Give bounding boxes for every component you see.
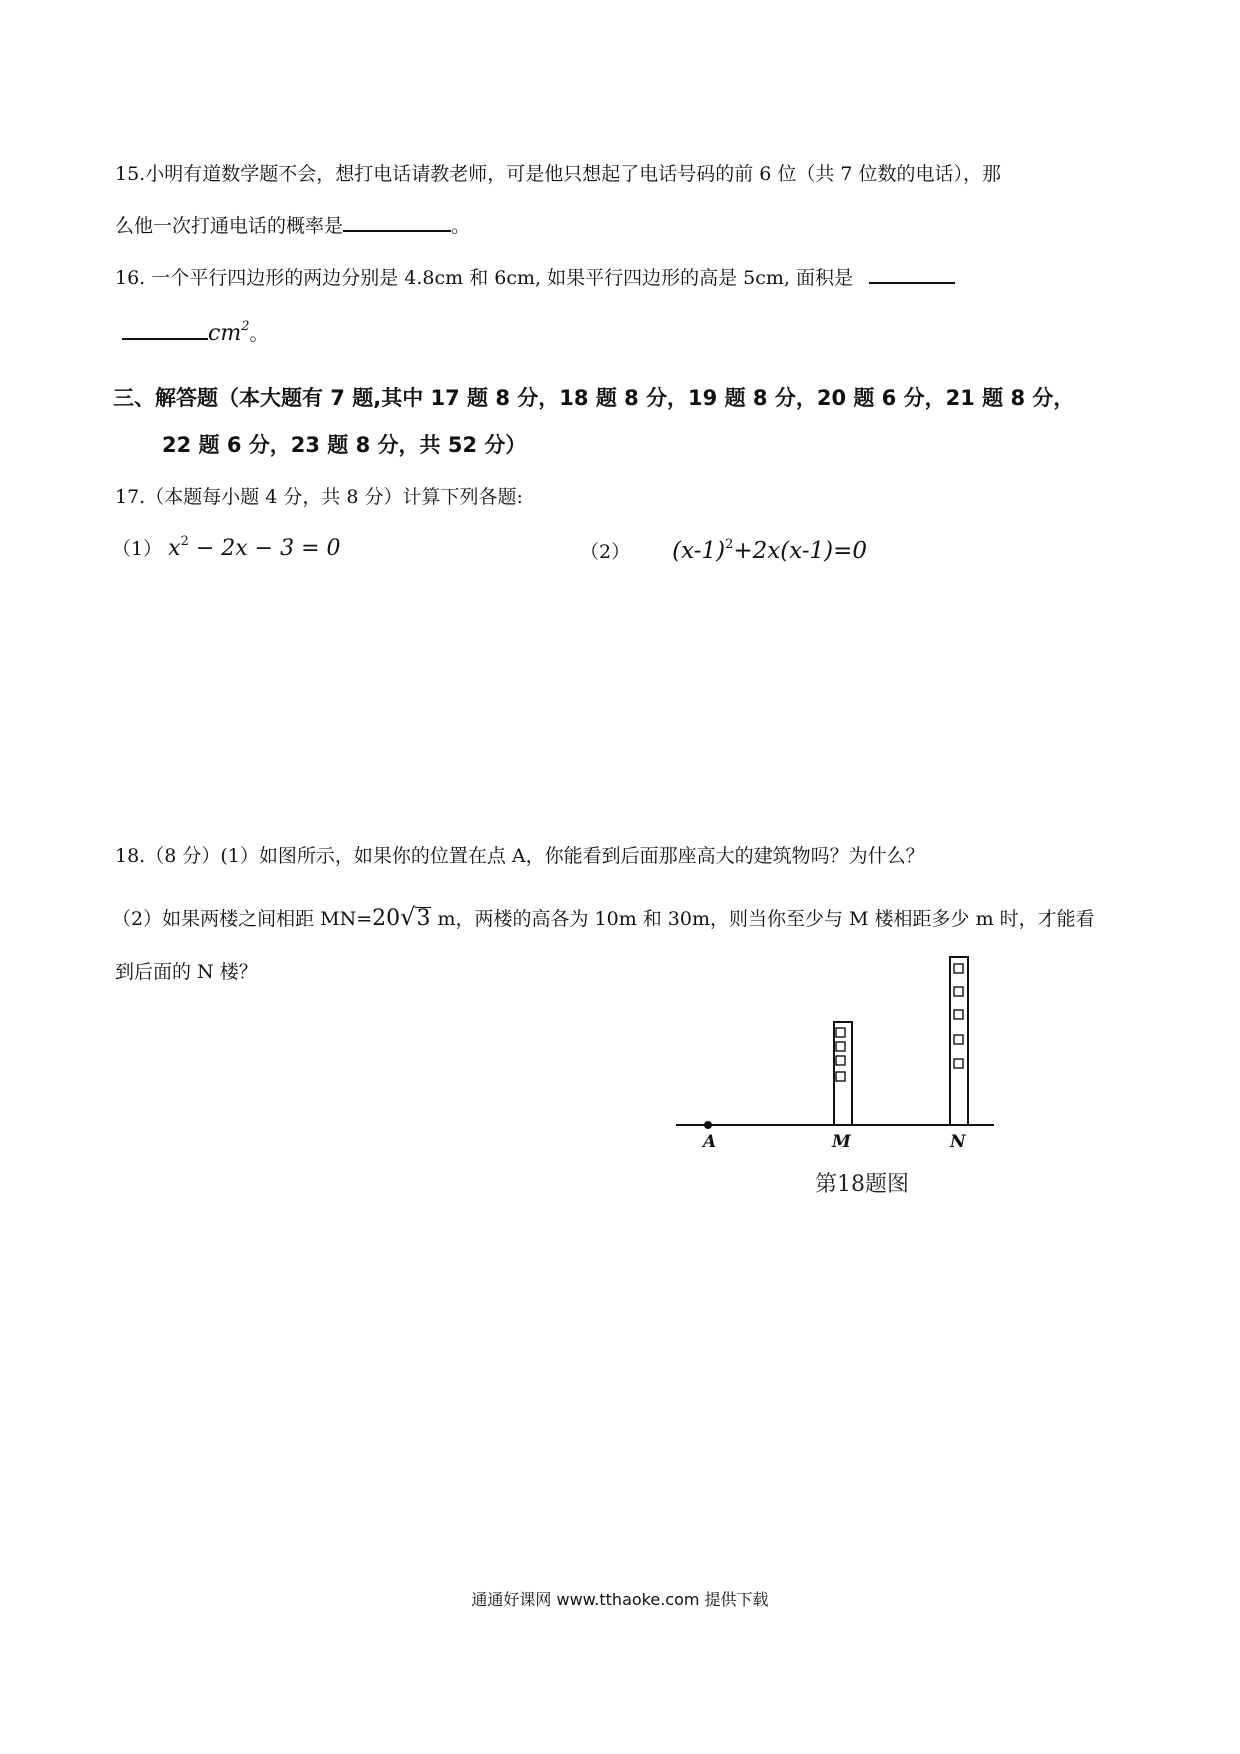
- q17-part2: [580, 537, 867, 566]
- q15-line2: [115, 210, 470, 240]
- page-footer: 通通好课网 www.tthaoke.com 提供下载: [471, 1590, 769, 1609]
- figure-caption: 第18题图: [815, 1172, 909, 1197]
- q16-answer-blank-1: [869, 262, 955, 284]
- q18-line1: 18.（8 分）(1）如图所示，如果你的位置在点 A，你能看到后面那座高大的建筑物吗？为什么？: [115, 845, 925, 867]
- q18-line2-pre: （2）如果两楼之间相距 MN=: [112, 908, 373, 930]
- q18-figure: [670, 955, 1010, 1215]
- q18-line2-post: m，两楼的高各为 10m 和 30m，则当你至少与 M 楼相距多少 m 时，才能看: [431, 908, 1095, 930]
- building-n: [950, 957, 968, 1125]
- label-n: N: [950, 1132, 966, 1152]
- q16-unit: $cm^2$: [208, 319, 250, 346]
- q16-line1: [115, 262, 955, 292]
- q17-part2-label: （2）: [580, 541, 631, 563]
- q16-text: 16. 一个平行四边形的两边分别是 4.8cm 和 6cm, 如果平行四边形的高是 5cm, 面积是: [115, 267, 853, 289]
- q15-text: 么他一次打通电话的概率是: [115, 215, 344, 237]
- building-m: [834, 1022, 852, 1125]
- q16-answer-blank-2: [122, 318, 208, 340]
- label-m: M: [832, 1132, 851, 1152]
- q17-part1-equation: $x^2 - 2x - 3 = 0$: [168, 534, 341, 561]
- q16-line2: [122, 318, 268, 348]
- label-a: A: [703, 1132, 717, 1152]
- q17-header: 17.（本题每小题 4 分，共 8 分）计算下列各题:: [115, 486, 523, 508]
- section3-heading-line2: 22 题 6 分，23 题 8 分，共 52 分）: [162, 433, 527, 457]
- q15-end: 。: [451, 215, 471, 237]
- section3-heading-line1: 三、解答题（本大题有 7 题,其中 17 题 8 分，18 题 8 分，19 题 8 分，20 题 6 分，21 题 8 分，: [113, 386, 1075, 410]
- q18-line3: 到后面的 N 楼？: [115, 961, 258, 983]
- q17-part1-label: （1）: [112, 538, 163, 560]
- q17-part1: [112, 535, 341, 563]
- q18-line2: [112, 903, 1095, 933]
- q16-end: 。: [249, 323, 269, 345]
- buildings-diagram: [670, 955, 1010, 1215]
- q18-distance: 20√3: [372, 903, 431, 931]
- q15-answer-blank: [343, 210, 451, 232]
- point-a: [704, 1121, 712, 1129]
- q17-part2-equation: $(x-1)^2+2x(x-1)=0$: [672, 537, 868, 564]
- q15-line1: 15.小明有道数学题不会，想打电话请教老师，可是他只想起了电话号码的前 6 位（共 7 位数的电话），那: [115, 163, 1002, 185]
